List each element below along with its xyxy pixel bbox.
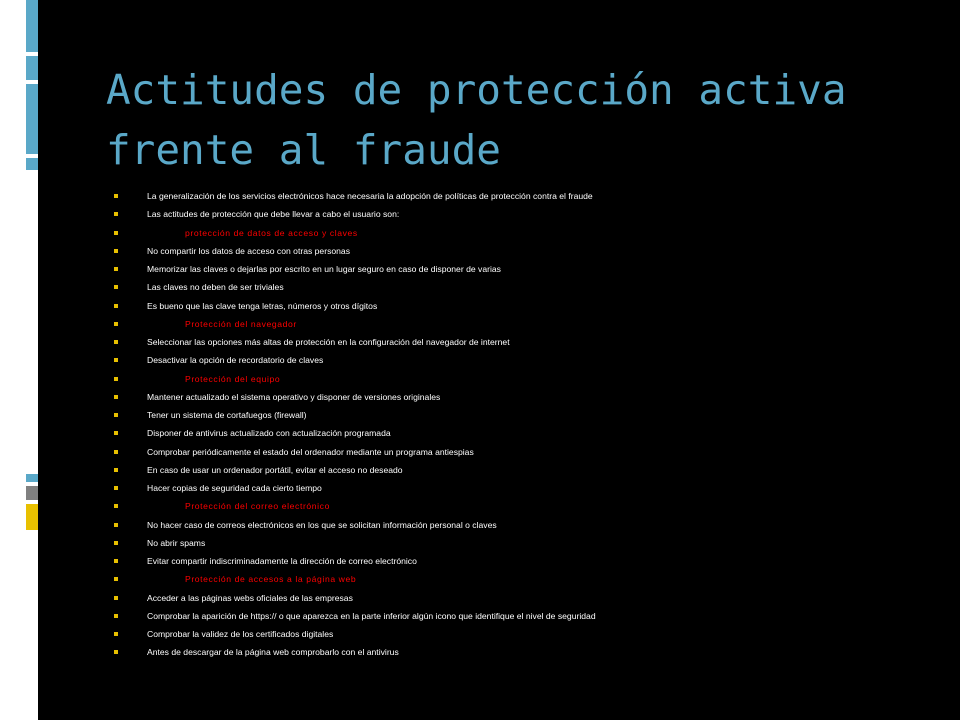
bullet-text: Memorizar las claves o dejarlas por escrito en un lugar seguro en caso de disponer de varias bbox=[147, 264, 501, 274]
square-bullet-icon bbox=[114, 377, 118, 381]
square-bullet-icon bbox=[114, 450, 118, 454]
square-bullet-icon bbox=[114, 523, 118, 527]
slide-title: Actitudes de protección activa frente al fraude bbox=[106, 66, 847, 174]
bullet-text: Evitar compartir indiscriminadamente la dirección de correo electrónico bbox=[147, 556, 417, 566]
bullet-item bbox=[114, 333, 934, 351]
bullet-text: Acceder a las páginas webs oficiales de las empresas bbox=[147, 592, 353, 603]
bullet-item bbox=[114, 242, 934, 260]
bullet-text: Mantener actualizado el sistema operativo y disponer de versiones originales bbox=[147, 391, 441, 402]
deco-bar-yellow bbox=[26, 504, 38, 530]
square-bullet-icon bbox=[114, 231, 118, 235]
bullet-text: Antes de descargar de la página web comprobarlo con el antivirus bbox=[147, 647, 399, 658]
bullet-item bbox=[114, 351, 934, 369]
bullet-text: Las actitudes de protección que debe llevar a cabo el usuario son: bbox=[147, 209, 400, 220]
square-bullet-icon bbox=[114, 431, 118, 435]
square-bullet-icon bbox=[114, 249, 118, 253]
square-bullet-icon bbox=[114, 340, 118, 344]
bullet-item bbox=[114, 278, 934, 296]
bullet-text: Comprobar la aparición de https:// o que aparezca en la parte inferior algún icono que identifique el nivel de seguridad bbox=[147, 610, 596, 621]
bullet-text: protección de datos de acceso y claves bbox=[185, 227, 358, 238]
bullet-item bbox=[114, 643, 934, 661]
bullet-list bbox=[114, 187, 934, 662]
bullet-item bbox=[114, 424, 934, 442]
square-bullet-icon bbox=[114, 596, 118, 600]
bullet-item bbox=[114, 297, 934, 315]
bullet-text: Protección del correo electrónico bbox=[185, 501, 330, 512]
square-bullet-icon bbox=[114, 194, 118, 198]
bullet-item bbox=[114, 552, 934, 570]
bullet-item bbox=[114, 625, 934, 643]
bullet-text: No abrir spams bbox=[147, 537, 206, 548]
square-bullet-icon bbox=[114, 395, 118, 399]
bullet-text: Comprobar la validez de los certificados digitales bbox=[147, 629, 334, 639]
square-bullet-icon bbox=[114, 212, 118, 216]
square-bullet-icon bbox=[114, 632, 118, 636]
square-bullet-icon bbox=[114, 468, 118, 472]
bullet-item bbox=[114, 607, 934, 625]
square-bullet-icon bbox=[114, 650, 118, 654]
bullet-text: Protección del navegador bbox=[185, 318, 297, 329]
decorative-bars bbox=[26, 0, 38, 720]
bullet-text: No compartir los datos de acceso con otras personas bbox=[147, 245, 351, 256]
bullet-item bbox=[114, 516, 934, 534]
square-bullet-icon bbox=[114, 358, 118, 362]
bullet-text: Protección del equipo bbox=[185, 373, 281, 384]
bullet-item bbox=[114, 187, 934, 205]
deco-bar-blue-5 bbox=[26, 474, 38, 482]
bullet-text: Desactivar la opción de recordatorio de claves bbox=[147, 355, 324, 366]
bullet-item bbox=[114, 443, 934, 461]
deco-bar-blue-1 bbox=[26, 0, 38, 52]
bullet-item bbox=[114, 534, 934, 552]
bullet-text: Protección de accesos a la página web bbox=[185, 574, 357, 585]
section-heading-item bbox=[114, 497, 934, 515]
bullet-item bbox=[114, 461, 934, 479]
bullet-text: Comprobar periódicamente el estado del ordenador mediante un programa antiespias bbox=[147, 446, 474, 457]
bullet-text: La generalización de los servicios electrónicos hace necesaria la adopción de políticas de protección contra el fraude bbox=[147, 191, 593, 201]
deco-bar-blue-2 bbox=[26, 56, 38, 80]
square-bullet-icon bbox=[114, 413, 118, 417]
bullet-text: No hacer caso de correos electrónicos en los que se solicitan información personal o claves bbox=[147, 519, 497, 530]
square-bullet-icon bbox=[114, 285, 118, 289]
square-bullet-icon bbox=[114, 486, 118, 490]
bullet-text: Disponer de antivirus actualizado con actualización programada bbox=[147, 428, 391, 439]
square-bullet-icon bbox=[114, 577, 118, 581]
bullet-text: Tener un sistema de cortafuegos (firewall) bbox=[147, 410, 307, 420]
bullet-text: Es bueno que las clave tenga letras, números y otros dígitos bbox=[147, 300, 378, 311]
square-bullet-icon bbox=[114, 304, 118, 308]
square-bullet-icon bbox=[114, 504, 118, 508]
square-bullet-icon bbox=[114, 614, 118, 618]
deco-bar-gray bbox=[26, 486, 38, 500]
bullet-item bbox=[114, 589, 934, 607]
square-bullet-icon bbox=[114, 322, 118, 326]
section-heading-item bbox=[114, 370, 934, 388]
deco-bar-blue-4 bbox=[26, 158, 38, 170]
bullet-item bbox=[114, 479, 934, 497]
square-bullet-icon bbox=[114, 541, 118, 545]
bullet-item bbox=[114, 388, 934, 406]
bullet-text: Las claves no deben de ser triviales bbox=[147, 282, 284, 293]
square-bullet-icon bbox=[114, 267, 118, 271]
bullet-text: Seleccionar las opciones más altas de protección en la configuración del navegador de internet bbox=[147, 337, 510, 347]
deco-bar-blue-3 bbox=[26, 84, 38, 154]
bullet-text: Hacer copias de seguridad cada cierto tiempo bbox=[147, 483, 322, 493]
section-heading-item bbox=[114, 315, 934, 333]
bullet-item bbox=[114, 205, 934, 223]
section-heading-item bbox=[114, 570, 934, 588]
section-heading-item bbox=[114, 224, 934, 242]
bullet-item bbox=[114, 406, 934, 424]
square-bullet-icon bbox=[114, 559, 118, 563]
bullet-text: En caso de usar un ordenador portátil, evitar el acceso no deseado bbox=[147, 464, 403, 475]
bullet-item bbox=[114, 260, 934, 278]
